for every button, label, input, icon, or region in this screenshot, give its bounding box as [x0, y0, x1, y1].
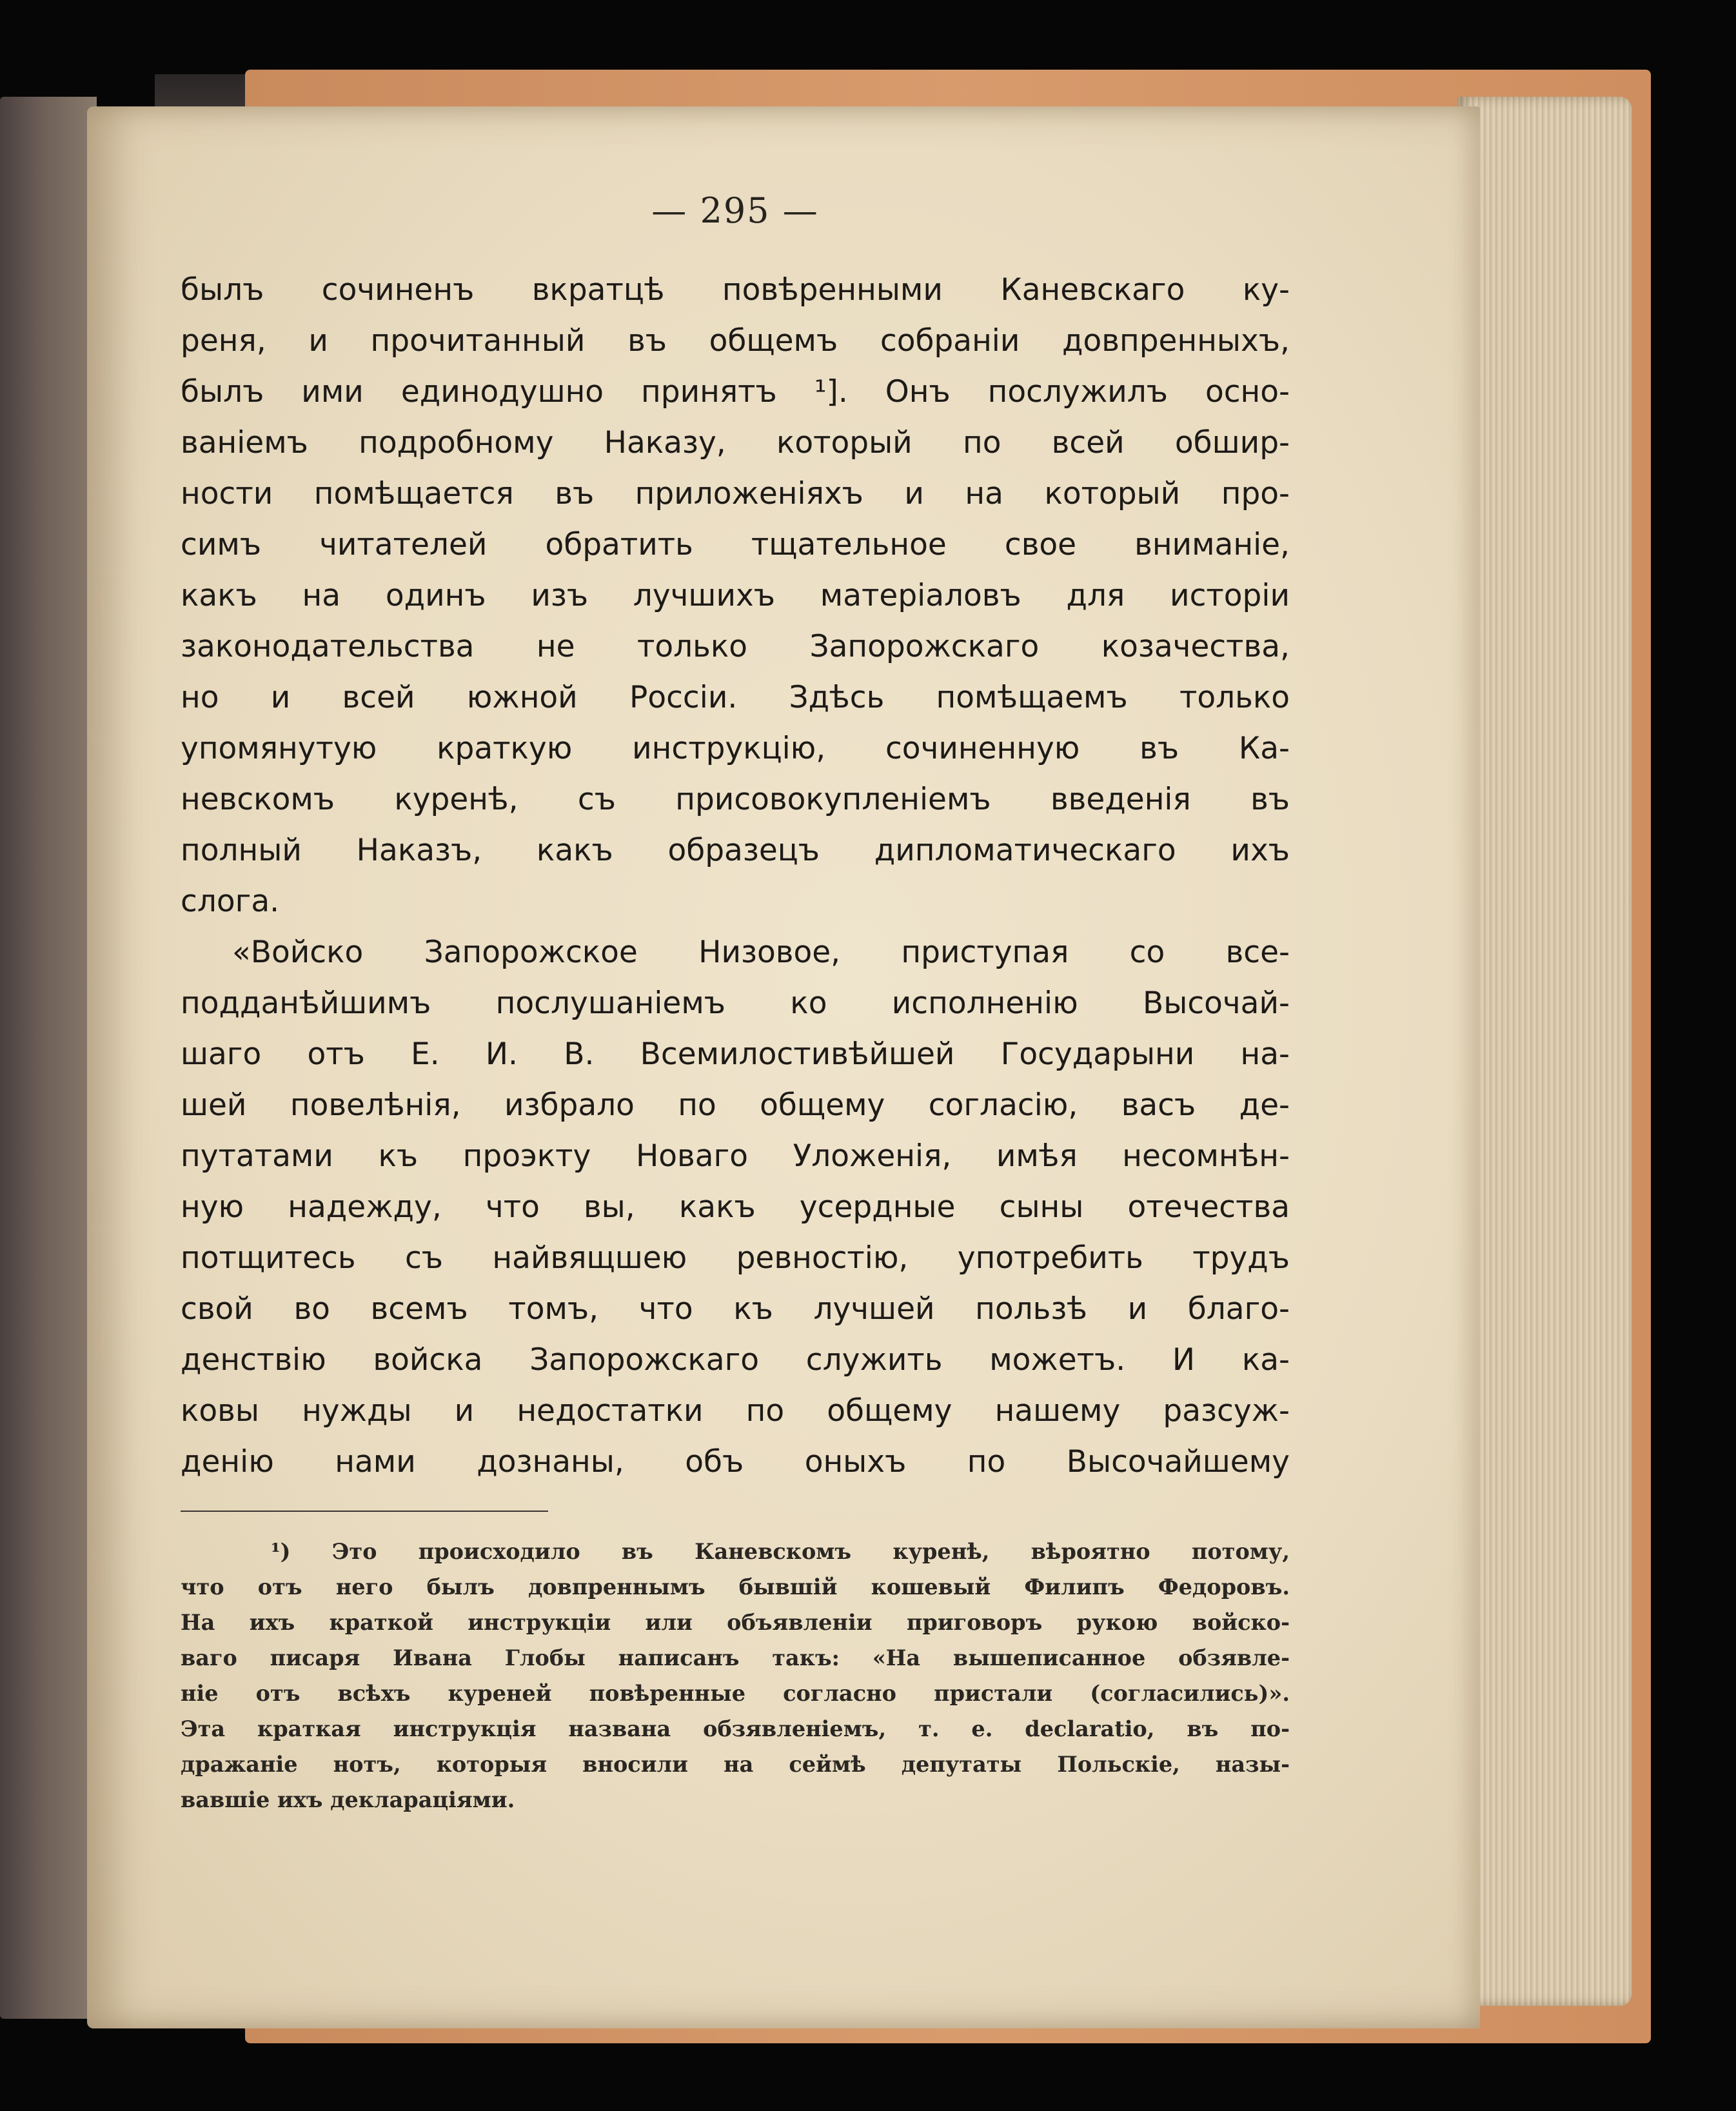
- footnote-line: ніе отъ всѣхъ куреней повѣренные согласно пристали (согласились)».: [181, 1681, 1290, 1706]
- footnote-line: дражаніе нотъ, которыя вносили на сеймѣ депутаты Польскіе, назы-: [181, 1752, 1290, 1777]
- footnote-line: Эта краткая инструкція названа обзявленіемъ, т. е. declaratio, въ по-: [181, 1716, 1290, 1741]
- footnote-line: ваго писаря Ивана Глобы написанъ такъ: «На вышеписанное обзявле-: [181, 1645, 1290, 1670]
- text-line: упомянутую краткую инструкцію, сочиненную въ Ка-: [181, 731, 1290, 766]
- footnote-divider: [181, 1511, 548, 1512]
- footnote-line: На ихъ краткой инструкціи или объявленіи приговоръ рукою войско-: [181, 1610, 1290, 1635]
- text-line: былъ сочиненъ вкратцѣ повѣренными Каневскаго ку-: [181, 272, 1290, 308]
- text-line: но и всей южной Россіи. Здѣсь помѣщаемъ только: [181, 680, 1290, 715]
- text-line: денію нами дознаны, объ оныхъ по Высочайшему: [181, 1444, 1290, 1480]
- text-line: «Войско Запорожское Низовое, приступая со все-: [232, 935, 1290, 970]
- footnote: [181, 1534, 1290, 1818]
- text-line: симъ читателей обратить тщательное свое вниманіе,: [181, 527, 1290, 562]
- text-line: путатами къ проэкту Новаго Уложенія, имѣя несомнѣн-: [181, 1138, 1290, 1174]
- text-line: реня, и прочитанный въ общемъ собраніи довпренныхъ,: [181, 323, 1290, 359]
- page-number: — 295 —: [651, 190, 819, 231]
- text-line: ковы нужды и недостатки по общему нашему разсуж-: [181, 1393, 1290, 1429]
- footnote-line: вавшіе ихъ декларацiями.: [181, 1787, 515, 1812]
- footnote-line: ¹) Это происходило въ Каневскомъ куренѣ, вѣроятно потому,: [271, 1539, 1290, 1564]
- text-line: подданѣйшимъ послушаніемъ ко исполненію Высочай-: [181, 986, 1290, 1021]
- text-line: полный Наказъ, какъ образецъ дипломатическаго ихъ: [181, 833, 1290, 868]
- text-line: былъ ими единодушно принятъ ¹]. Онъ послужилъ осно-: [181, 374, 1290, 410]
- text-line: свой во всемъ томъ, что къ лучшей пользѣ и благо-: [181, 1291, 1290, 1327]
- text-line: ную надежду, что вы, какъ усердные сыны отечества: [181, 1189, 1290, 1225]
- text-line: шаго отъ Е. И. В. Всемилостивѣйшей Государыни на-: [181, 1036, 1290, 1072]
- footnote-line: что отъ него былъ довпреннымъ бывшій кошевый Филипъ Федоровъ.: [181, 1574, 1290, 1600]
- text-line: потщитесь съ найвящшею ревностію, употребить трудъ: [181, 1240, 1290, 1276]
- text-line: законодательства не только Запорожскаго козачества,: [181, 629, 1290, 664]
- text-line: шей повелѣнія, избрало по общему согласію, васъ де-: [181, 1087, 1290, 1123]
- page-edges: [1457, 97, 1632, 2006]
- text-line: ваніемъ подробному Наказу, который по всей обшир-: [181, 425, 1290, 461]
- text-line: денствію войска Запорожскаго служить можетъ. И ка-: [181, 1342, 1290, 1378]
- text-line: слога.: [181, 884, 280, 919]
- book-cover-left: [0, 97, 97, 2019]
- text-line: невскомъ куренѣ, съ присовокупленіемъ введенія въ: [181, 782, 1290, 817]
- text-line: какъ на одинъ изъ лучшихъ матеріаловъ для исторіи: [181, 578, 1290, 613]
- page-content: [181, 190, 1290, 1818]
- text-line: ности помѣщается въ приложеніяхъ и на который про-: [181, 476, 1290, 511]
- body-text: [181, 264, 1290, 1487]
